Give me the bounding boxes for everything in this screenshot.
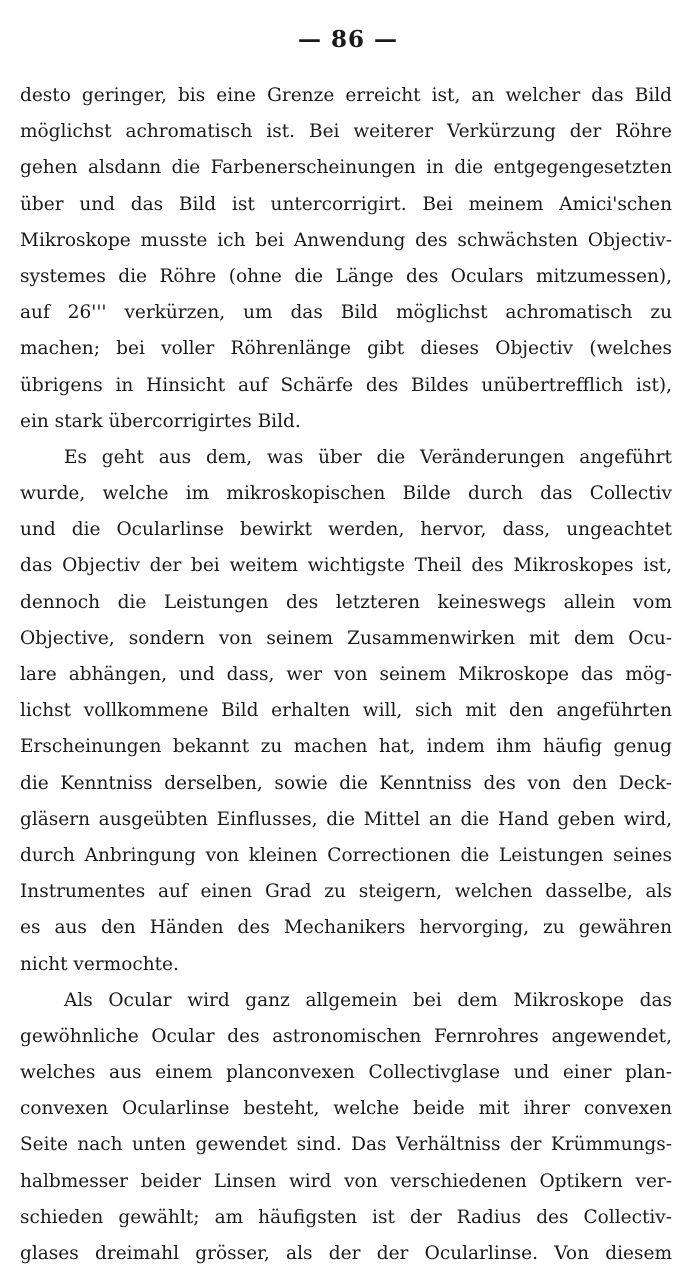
text-line: dennoch die Leistungen des letzteren keineswegs allein vom — [20, 591, 672, 613]
text-line: Seite nach unten gewendet sind. Das Verhältniss der Krümmungs- — [20, 1134, 672, 1156]
text-line: wurde, welche im mikroskopischen Bilde durch das Collectiv — [20, 483, 672, 505]
text-line: lichst vollkommene Bild erhalten will, sich mit den angeführten — [20, 700, 672, 722]
page-number: — 86 — — [297, 26, 399, 53]
text-line: machen; bei voller Röhrenlänge gibt dieses Objectiv (welches — [20, 338, 672, 360]
text-line: die Kenntniss derselben, sowie die Kenntniss des von den Deck- — [20, 772, 672, 794]
text-line: Objective, sondern von seinem Zusammenwirken mit dem Ocu- — [20, 627, 672, 649]
text-line: nicht vermochte. — [20, 953, 179, 975]
text-line: gewöhnliche Ocular des astronomischen Fernrohres angewendet, — [20, 1025, 672, 1047]
text-line: schieden gewählt; am häufigsten ist der Radius des Collectiv- — [20, 1206, 672, 1228]
text-line: desto geringer, bis eine Grenze erreicht ist, an welcher das Bild — [20, 85, 672, 106]
text-line: Instrumentes auf einen Grad zu steigern, welchen dasselbe, als — [20, 881, 672, 903]
text-line: lare abhängen, und dass, wer von seinem Mikroskope das mög- — [20, 664, 672, 685]
text-line: und die Ocularlinse bewirkt werden, hervor, dass, ungeachtet — [20, 519, 672, 541]
text-line: durch Anbringung von kleinen Correctionen die Leistungen seines — [20, 844, 672, 866]
text-line: convexen Ocularlinse besteht, welche beide mit ihrer convexen — [20, 1098, 672, 1120]
text-line: Es geht aus dem, was über die Veränderungen angeführt — [64, 446, 672, 468]
body-text — [20, 78, 672, 1272]
text-line: ein stark übercorrigirtes Bild. — [20, 410, 301, 432]
text-line: gehen alsdann die Farbenerscheinungen in die entgegengesetzten — [20, 157, 672, 179]
text-line: glases dreimahl grösser, als der der Ocularlinse. Von diesem — [20, 1243, 672, 1264]
text-line: Erscheinungen bekannt zu machen hat, indem ihm häufig genug — [20, 736, 672, 758]
text-line: welches aus einem planconvexen Collectivglase und einer plan- — [20, 1062, 672, 1084]
text-line: es aus den Händen des Mechanikers hervorging, zu gewähren — [20, 917, 672, 939]
text-line: Als Ocular wird ganz allgemein bei dem Mikroskope das — [64, 989, 672, 1011]
text-line: auf 26''' verkürzen, um das Bild möglichst achromatisch zu — [20, 302, 672, 324]
text-line: Mikroskope musste ich bei Anwendung des schwächsten Objectiv- — [20, 229, 672, 251]
text-line: möglichst achromatisch ist. Bei weiterer Verkürzung der Röhre — [20, 121, 672, 143]
text-line: gläsern ausgeübten Einflusses, die Mittel an die Hand geben wird, — [20, 808, 672, 830]
text-line: halbmesser beider Linsen wird von verschiedenen Optikern ver- — [20, 1170, 672, 1192]
text-line: das Objectiv der bei weitem wichtigste Theil des Mikroskopes ist, — [20, 555, 672, 577]
text-line: übrigens in Hinsicht auf Schärfe des Bildes unübertrefflich ist), — [20, 374, 672, 396]
text-line: systemes die Röhre (ohne die Länge des Oculars mitzumessen), — [20, 265, 672, 287]
text-line: über und das Bild ist untercorrigirt. Bei meinem Amici'schen — [20, 193, 672, 215]
